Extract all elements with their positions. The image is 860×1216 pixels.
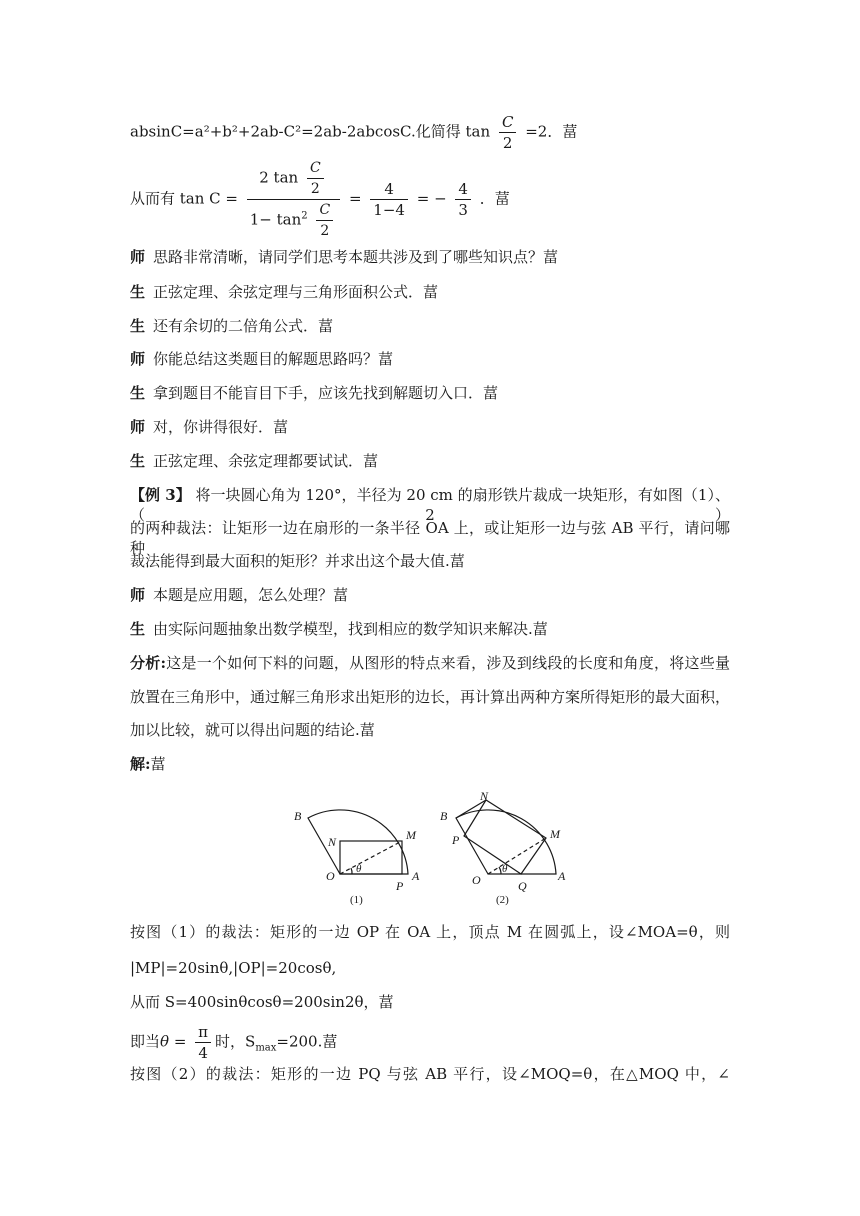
dialogue-line: 师 思路非常清晰，请同学们思考本题共涉及到了哪些知识点？葍 [130,248,559,266]
dialogue-line: 生 正弦定理、余弦定理与三角形面积公式．葍 [130,283,439,301]
figure1-label-a: A [412,869,420,883]
figure2-caption: (2) [496,894,509,906]
figure1-label-m: M [406,828,416,842]
analysis-line-3: 加以比较，就可以得出问题的结论.葍 [130,721,375,739]
figure1-label-b: B [294,809,302,823]
figure2-label-theta: θ [502,863,508,875]
figure2-label-n: N [480,792,489,803]
dialogue-line: 生 正弦定理、余弦定理都要试试．葍 [130,452,379,470]
figure2-label-b: B [440,809,448,823]
equation-text: absinC=a²+b²+2ab-C²=2ab-2abcosC.化简得 tan [130,122,491,141]
figure2-label-p: P [452,833,460,847]
dialogue-line: 师 你能总结这类题目的解题思路吗？葍 [130,350,394,368]
figure1-caption: (1) [350,894,363,906]
figure1-label-theta: θ [356,863,362,875]
figure1-label-n: N [328,835,337,849]
equation-line-2: 从而有 tan C = 2 tan $\frac{C}{2}$ $1- \tan^2$ $\frac{C}{2}$ = $\frac{4}{1-4}$ = − $\frac{4}{3}$ ．葍 [130,160,510,239]
example-line-3: 裁法能得到最大面积的矩形？并求出这个最大值.葍 [130,552,465,570]
solution-label-line: 解:葍 [130,755,166,773]
figure1-label-o: O [326,869,335,883]
example-line-1: 【例 3】 将一块圆心角为 120°，半径为 20 cm 的扇形铁片裁成一块矩形，有如图（1）、（2） [130,486,730,524]
figure2-label-q: Q [518,879,527,893]
method1-line-1: 按图（1）的裁法：矩形的一边 OP 在 OA 上，顶点 M 在圆弧上，设∠MOA=θ，则 [130,923,730,941]
fraction-result: $\frac{4}{3}$ [455,179,471,220]
fraction-pi-over-4: $\frac{\pi}{4}$ [195,1022,211,1063]
equation-line-1 [130,112,577,153]
method1-line-2: |MP|=20sinθ,|OP|=20cosθ, [130,959,337,977]
equation-suffix: =2．葍 [525,122,578,141]
dialogue-line: 师 本题是应用题，怎么处理？葍 [130,586,349,604]
figure1-label-p: P [396,879,404,893]
figure2-label-m: M [550,827,560,841]
figure2-label-a: A [558,869,566,883]
dialogue-line: 生 还有余切的二倍角公式．葍 [130,317,334,335]
example-label: 【例 3】 [130,486,191,504]
method2-line-1: 按图（2）的裁法：矩形的一边 PQ 与弦 AB 平行，设∠MOQ=θ，在△MOQ 中，∠ [130,1065,730,1083]
analysis-line-2: 放置在三角形中，通过解三角形求出矩形的边长，再计算出两种方案所得矩形的最大面积， [130,688,731,706]
fraction-c-over-2: $\frac{C}{2}$ [499,112,516,153]
example-line-2: 的两种裁法：让矩形一边在扇形的一条半径 OA 上，或让矩形一边与弦 AB 平行，请问哪种 [130,519,730,557]
analysis-label: 分析: [130,654,167,672]
sector-figure [290,792,580,910]
figure2-label-o: O [472,873,481,887]
method1-line-3: 从而 S=400sinθcosθ=200sin2θ，葍 [130,993,394,1011]
fraction-4-over-neg3: $\frac{4}{1-4}$ [370,179,408,220]
dialogue-line: 生 由实际问题抽象出数学模型，找到相应的数学知识来解决.葍 [130,620,548,638]
method1-line-4: 即当θ = $\frac{\pi}{4}$ 时，$S_{max}=200$.葍 [130,1023,338,1062]
equation-prefix: 从而有 tan C = [130,189,238,208]
solution-label: 解: [130,755,151,773]
dialogue-line: 师 对，你讲得很好．葍 [130,418,289,436]
analysis-line-1: 分析:这是一个如何下料的问题，从图形的特点来看，涉及到线段的长度和角度，将这些量 [130,654,730,672]
tan-double-angle-fraction: 2 tan $\frac{C}{2}$ $1- \tan^2$ $\frac{C}{2}$ [247,158,340,241]
dialogue-line: 生 拿到题目不能盲目下手，应该先找到解题切入口．葍 [130,384,499,402]
